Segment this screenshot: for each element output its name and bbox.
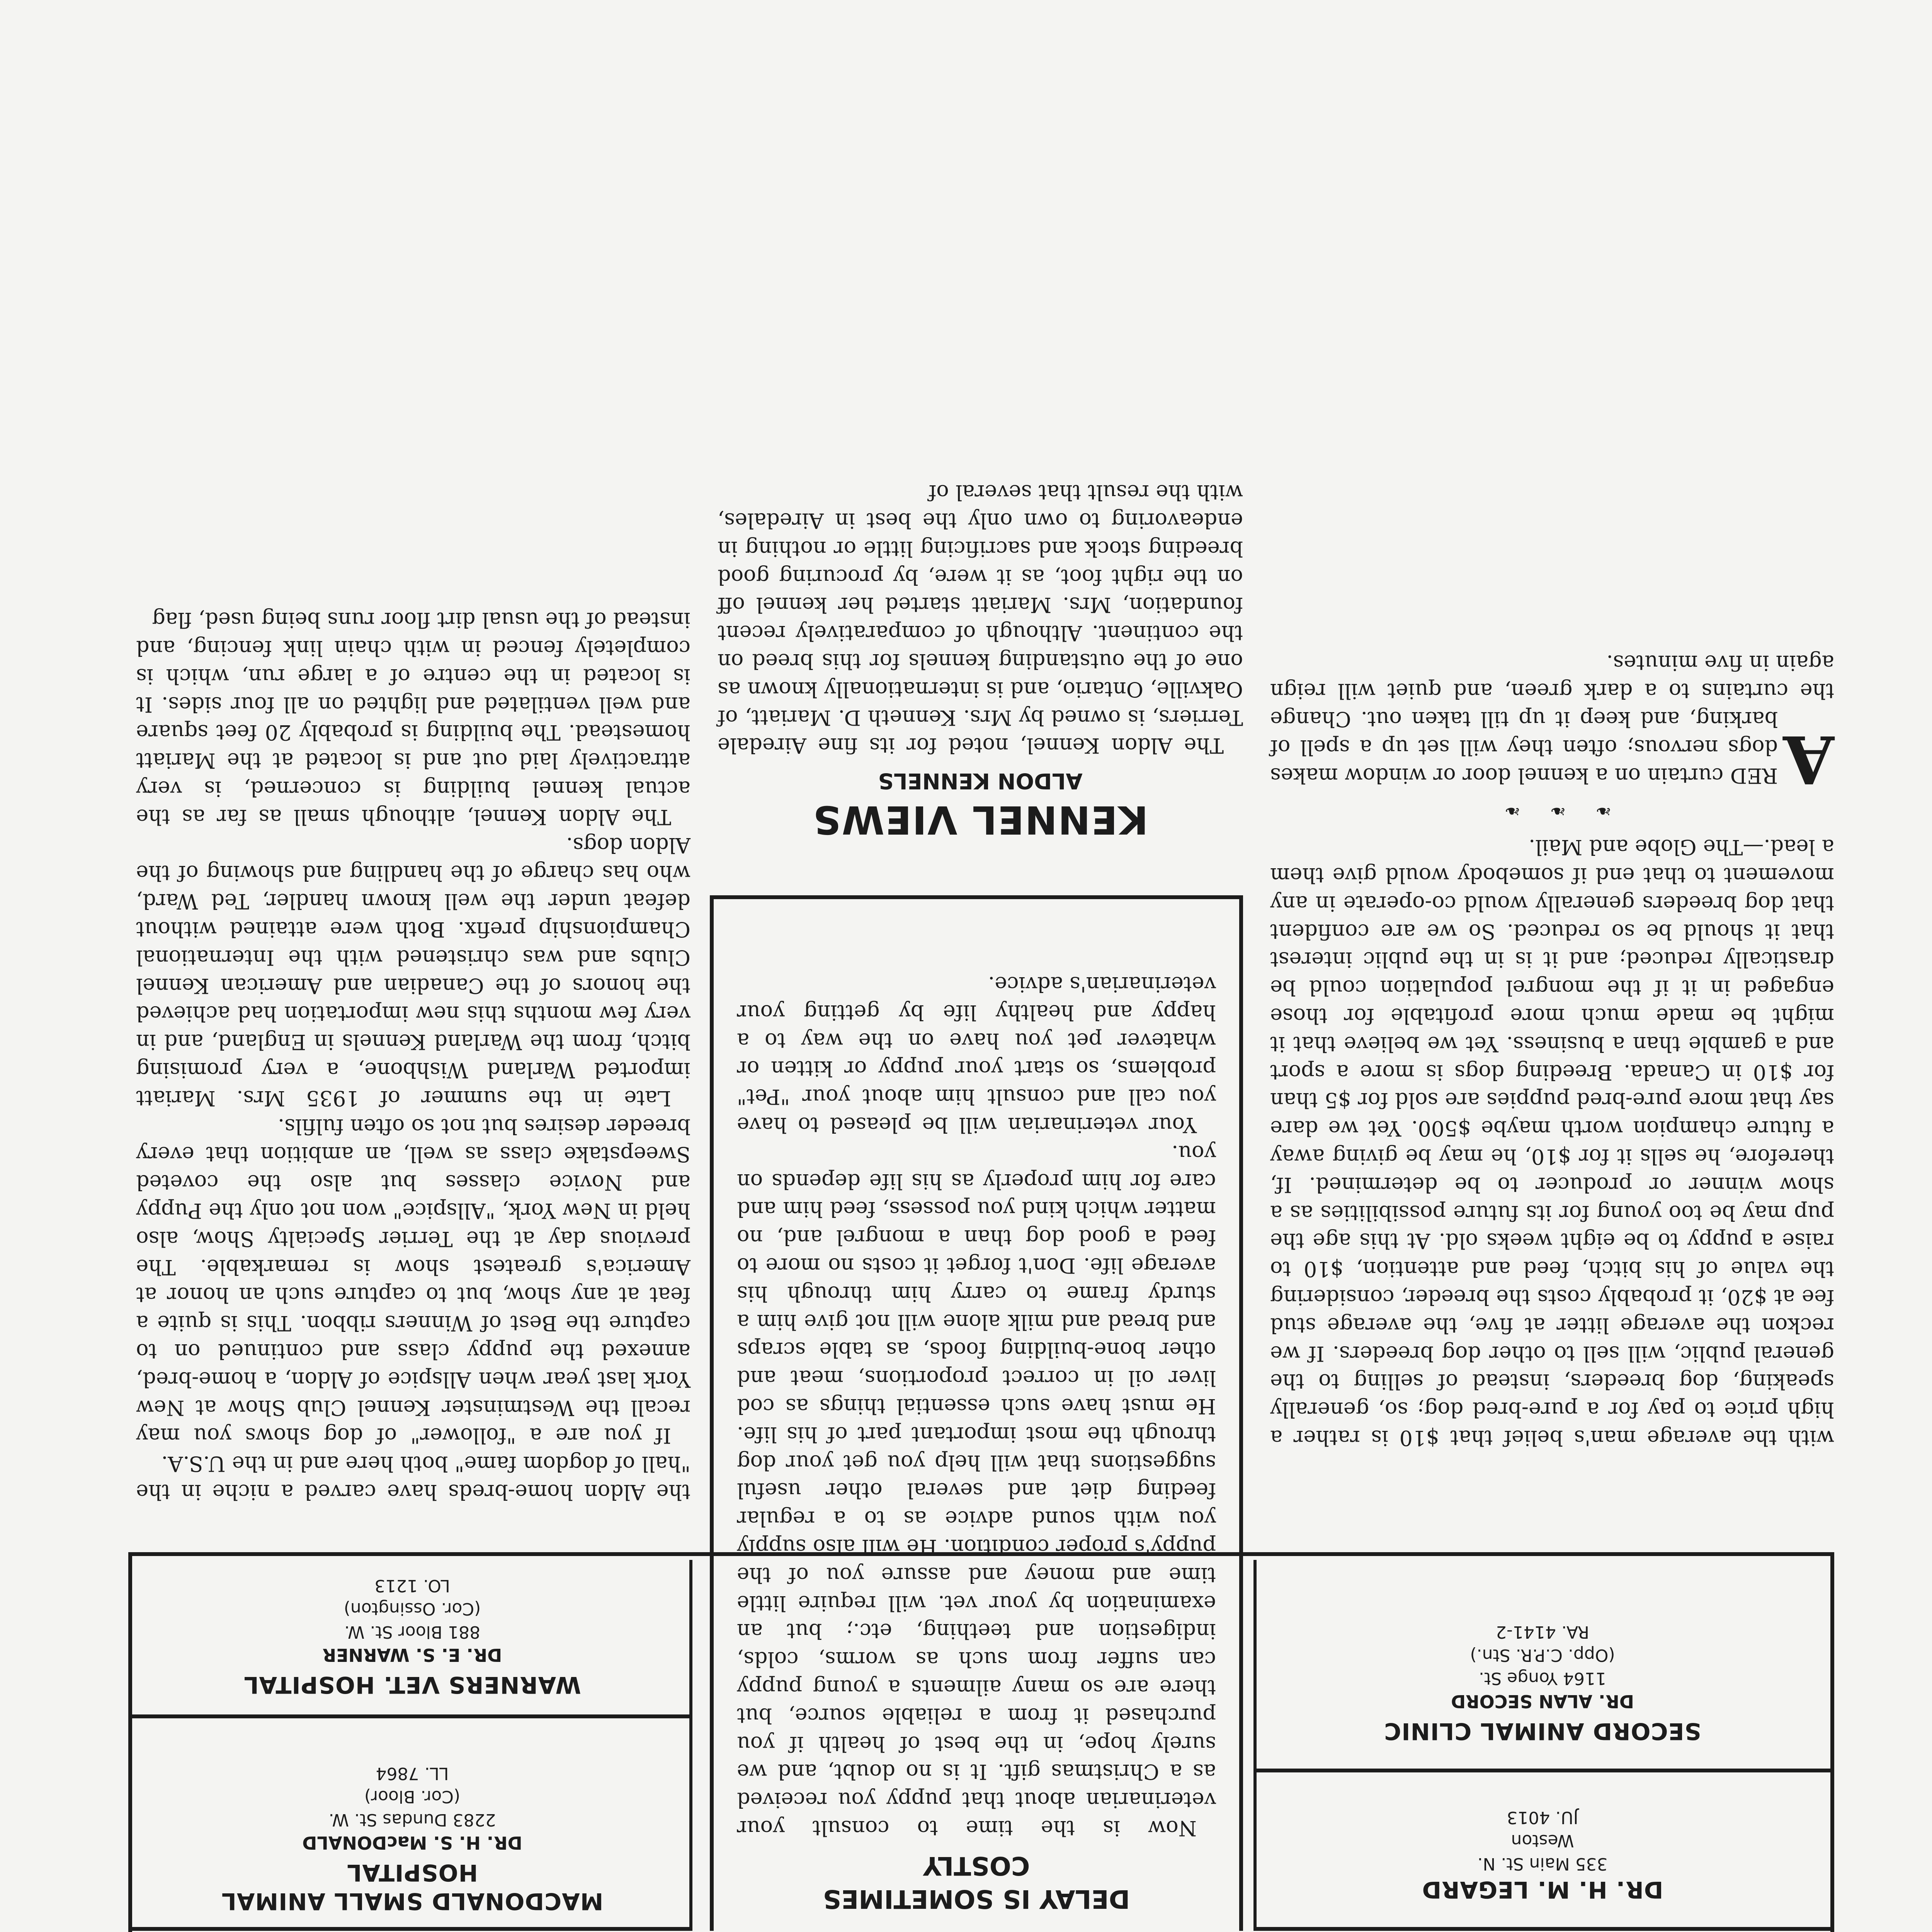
kennel-right-3: Late in the summer of 1935 Mrs. Mariatt imported Warland Wishbone, a very promising bitch, from the Warland Kennels in England, and in very few months this new importation had achieved the honors of the Canadian and American Kennel Clubs and was christened with the International Championship prefix. Both were attained without defeat under the well known handler, Ted Ward, who has charge of the handling and showing of the Aldon dogs. — [136, 833, 690, 1111]
col-right — [136, 606, 690, 1506]
col-middle — [718, 478, 1243, 842]
dropcap: A — [1783, 720, 1834, 798]
dir-macdonald: MACDONALD SMALL ANIMAL HOSPITAL DR. H. S. MacDONALD 2283 Dundas St. W. (Cor. Bloor) LL. 7864 — [221, 1764, 604, 1915]
kennel-right-2: If you are a "follower" of dog shows you may recall the Westminster Kennel Club Show at New York last year when Allspice of Aldon, a home-bred, annexed the puppy class and continued on to capture the Best of Winners ribbon. This is quite a feat at any show, but to capture such an honor at America's greatest show is remarkable. The previous day at the Terrier Specialty Show, also held in New York, "Allspice" won not only the Puppy and Novice classes but also the coveted Sweepstake class as well, an ambition that every breeder desires but not so often fulfils. — [136, 1114, 690, 1448]
col-left-article: with the average man's belief that $10 is rather a high price to pay for a pure-bred dog; so, generally speaking, dog breeders, instead of selling to the general public, will sell to other dog breeders. If we reckon the average litter at five, the average stud fee at $20, it probably costs the breeder, considering the value of his bitch, feed and attention, $10 to raise a puppy to be eight weeks old. At this age the pup may be too young for its future possibilities as a show winner or producer to be determined. If, therefore, he sells it for $10, he may be giving away a future champion worth maybe $500. Yet we dare say that more pure-bred puppies are sold for $5 than for $10 in Canada. Breeding dogs is more a sport and a gamble than a business. Yet we believe that it might be made much more profitable for those engaged in it if the mongrel population could be drastically reduced; and it is in the public interest that it should be so reduced. So we are confident that dog breeders generally would co-operate in any movement to that end if somebody would give them a lead.—The Globe and Mail. — [1270, 835, 1834, 1450]
kennel-views-title: KENNEL VIEWS — [812, 797, 1148, 842]
kennel-right-1: the Aldon home-breds have carved a niche in the "hall of dogdom fame" both here and in the U.S.A. — [136, 1452, 690, 1504]
section-ornament: ❧ ❧ ❧ — [1493, 800, 1612, 823]
kennel-right-4: The Aldon Kennel, although small as far as the actual kennel building is concerned, is very attractively laid out and is located at the Mariatt homestead. The building is probably 20 feet square and well ventilated and lighted on all four sides. It is located in the centre of a large run, which is completely fenced in with chain link fencing, and instead of the usual dirt floor runs being used, flag — [136, 608, 690, 829]
kennel-views-subtitle: ALDON KENNELS — [878, 768, 1083, 794]
dir-secord: SECORD ANIMAL CLINIC DR. ALAN SECORD 1164 Yonge St. (Opp. C.P.R. Stn.) RA. 4141-2 — [1384, 1622, 1701, 1745]
kennel-views-text: The Aldon Kennel, noted for its fine Airedale Terriers, is owned by Mrs. Kenneth D. Mariatt, of Oakville, Ontario, and is internationally known as one of the outstanding kennels for this breed on the continent. Although of comparatively recent foundation, Mrs. Mariatt started her kennel off on the right foot, as it were, by procuring good breeding stock and sacrificing little or nothing in endeavoring to own only the best in Airedales, with the result that several of — [718, 480, 1243, 758]
delay-body: Now is the time to consult your veterinarian about that puppy you received as a Christmas gift. It is no doubt, and we surely hope, in the best of health if you purchased it from a reliable source, but there are so many ailments a young puppy can suffer from such as worms, colds, indigestion and teething, etc.; but an examination by your vet. will require little time and money and assure you of the puppy's proper condition. He will also supply you with sound advice as to a regular feeding diet and several other useful suggestions that will help you get your dog through the most important part of his life. He must have such essential things as cod liver oil in correct proportions, meat and other bone-building foods, as table scraps and bread and milk alone will not give him a sturdy frame to carry him through his average life. Don't forget it costs no more to feed a good dog than a mongrel and, no matter which kind you possess, feed him and care for him properly as his life depends on you. — [737, 1141, 1216, 1840]
dir-warners: WARNERS VET. HOSPITAL DR. E. S. WARNER 881 Bloor St. W. (Cor. Ossington) LO. 1213 — [243, 1576, 581, 1698]
delay-box: DELAY IS SOMETIMES COSTLY Now is the time to consult your veterinarian about that puppy you received as a Christmas gift. It is no doubt, and we surely hope, in the best of health if you purchased it from a reliable source, but there are so many ailments a young puppy can suffer from such as worms, colds, indigestion and teething, etc.; but an examination by your vet. will require little time and money and assure you of the puppy's proper condition. He will also supply you with sound advice as to a regular feeding diet and several other useful suggestions that will help you get your dog through the most important part of his life. He must have such essential things as cod liver oil in correct proportions, meat and other bone-building foods, as table scraps and bread and milk alone will not give him a sturdy frame to carry him through his average life. Don't forget it costs no more to feed a good dog than a mongrel and, no matter which kind you possess, feed him and care for him properly as his life depends on you. Your veterinarian will be pleased to have you call and consult him about your "Pet" problems, so start your puppy or kitten or whatever pet you have on the way to a happy and healthy life by getting your veterinarian's advice. — [710, 895, 1243, 1931]
col-left — [1270, 649, 1834, 1452]
dir-legard: DR. H. M. LEGARD 335 Main St. N. Weston JU. 4013 — [1422, 1808, 1663, 1903]
delay-body-2: Your veterinarian will be pleased to have you call and consult him about your "Pet" problems, so start your puppy or kitten or whatever pet you have on the way to a happy and healthy life by getting your veterinarian's advice. — [737, 972, 1216, 1138]
red-curtain-text: RED curtain on a kennel door or window makes dogs nervous; often they will set up a spell of barking, and keep it up till taken out. Change the curtains to a dark green, and quiet will reign again in five minutes. — [1270, 651, 1834, 788]
